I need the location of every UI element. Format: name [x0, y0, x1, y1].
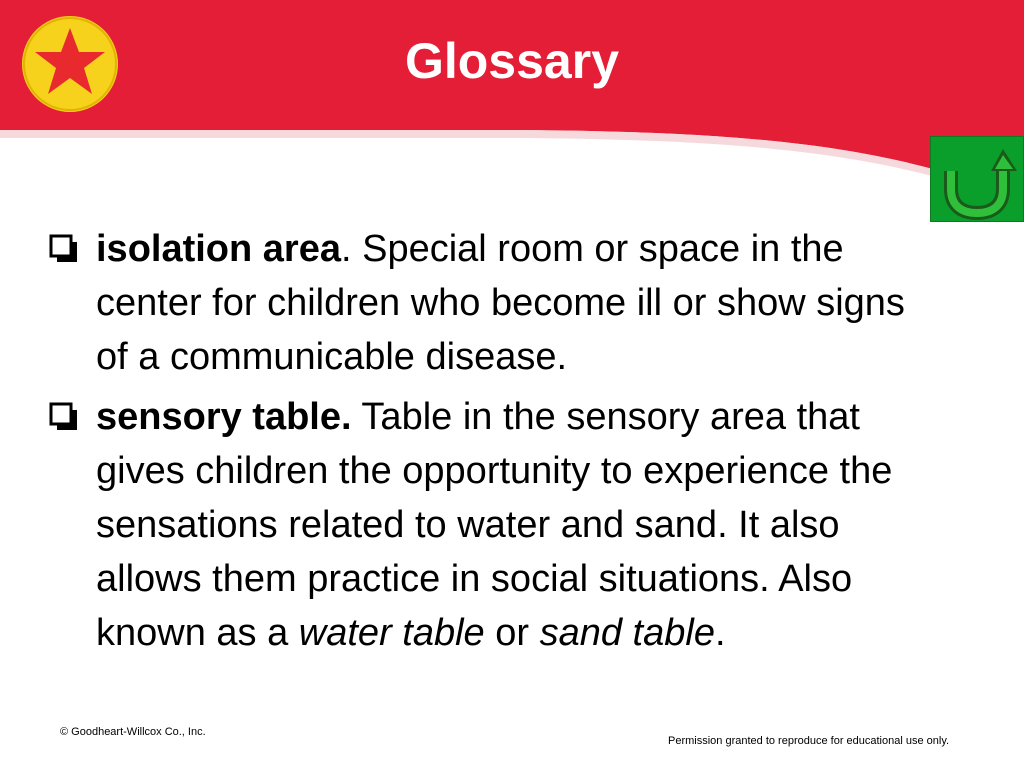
end-punctuation: . — [714, 612, 726, 654]
term-punctuation: . — [340, 228, 352, 270]
glossary-list — [48, 222, 938, 666]
glossary-definition: Special room or space in the center for children who become ill or show signs of a communicable disease. — [96, 228, 905, 378]
u-turn-return-arrow-icon — [931, 137, 1024, 223]
glossary-term: isolation area — [96, 228, 341, 270]
glossary-entry — [48, 222, 938, 384]
glossary-entry — [48, 390, 938, 660]
alternate-term: water table — [298, 612, 485, 654]
glossary-definition: Table in the sensory area that gives children the opportunity to experience the sensations related to water and sand. It also allows them practice in social situations. Also known as a — [96, 396, 893, 654]
page-title: Glossary — [404, 33, 619, 89]
checkbox-bullet-icon — [49, 402, 79, 432]
alternate-term: sand table — [539, 612, 715, 654]
checkbox-bullet-icon — [49, 234, 79, 264]
glossary-term: sensory table. — [96, 396, 352, 438]
return-button[interactable] — [930, 136, 1024, 222]
permission-notice: Permission granted to reproduce for educational use only. — [668, 735, 950, 747]
copyright-notice: © Goodheart-Willcox Co., Inc. — [60, 726, 206, 738]
connector-text: or — [484, 612, 540, 654]
